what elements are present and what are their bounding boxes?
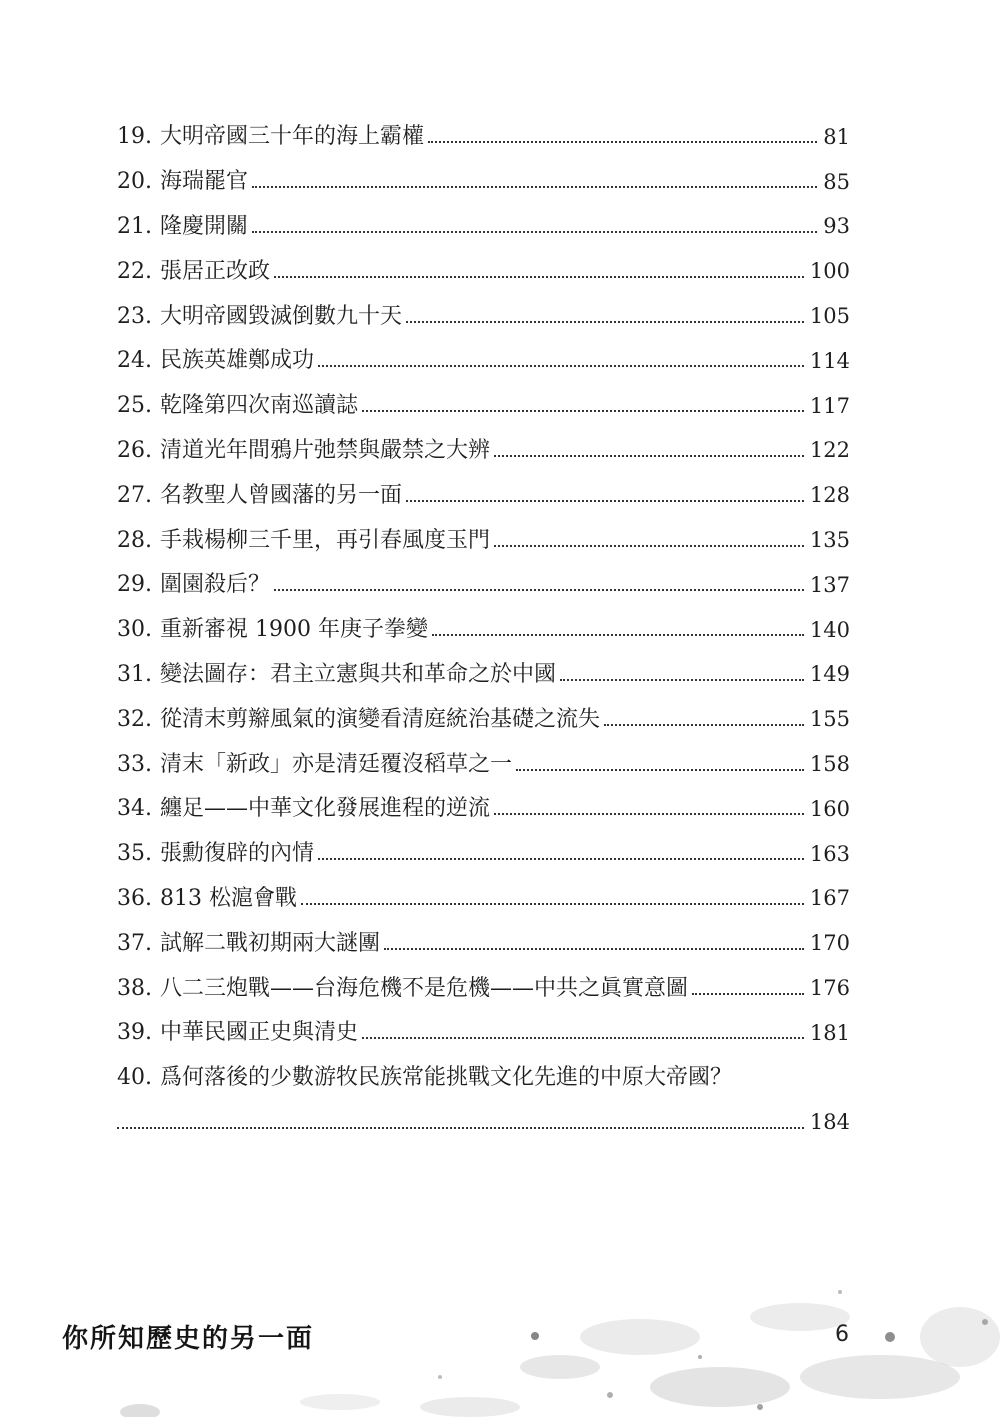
book-title: 你所知歷史的另一面 — [62, 1324, 315, 1354]
toc-entry-number: 24. — [117, 348, 152, 374]
toc-entry-page: 85 — [823, 169, 850, 194]
dot-leader — [362, 410, 804, 412]
dot-leader — [301, 903, 804, 905]
toc-entry-title: 中華民國正史與清史 — [160, 1020, 359, 1046]
toc-entry-page: 140 — [809, 617, 850, 642]
dot-leader — [318, 858, 804, 860]
toc-entry-page: 117 — [809, 393, 850, 418]
toc-entry — [117, 518, 850, 563]
toc-entry-number: 32. — [117, 706, 152, 732]
toc-entry-number: 20. — [117, 169, 152, 195]
dot-leader — [362, 1037, 804, 1039]
toc-entry-number: 23. — [117, 303, 152, 329]
dot-leader — [494, 545, 804, 547]
toc-entry-number: 29. — [117, 572, 152, 598]
toc-entry-title: 重新審視 1900 年庚子拳變 — [160, 617, 428, 643]
toc-entry-page: 155 — [809, 707, 850, 732]
dot-leader — [318, 365, 804, 367]
toc-entry-page: 93 — [823, 214, 850, 239]
toc-entry-page: 100 — [809, 259, 850, 284]
toc-entry-number: 36. — [117, 885, 152, 911]
dot-leader — [252, 231, 817, 233]
toc-entry-page: 81 — [823, 124, 850, 149]
toc-entry-page: 105 — [809, 304, 850, 329]
toc-entry-number: 30. — [117, 617, 152, 643]
toc-entry-title: 大明帝國毀滅倒數九十天 — [160, 303, 403, 329]
toc-entry — [117, 473, 850, 518]
toc-entry — [117, 608, 850, 653]
toc-entry-title: 隆慶開關 — [160, 213, 249, 239]
toc-entry-number: 26. — [117, 437, 152, 463]
toc-entry — [117, 966, 850, 1011]
toc-entry-title: 海瑞罷官 — [160, 169, 249, 195]
toc-entry — [117, 1011, 850, 1056]
toc-entry-number: 19. — [117, 124, 152, 150]
toc-entry-title: 八二三炮戰——台海危機不是危機——中共之眞實意圖 — [160, 975, 689, 1001]
dot-leader — [692, 993, 804, 995]
toc-entry — [117, 249, 850, 294]
toc-entry-page: 170 — [809, 931, 850, 956]
toc-entry-title: 813 松滬會戰 — [160, 885, 297, 911]
dot-leader — [384, 948, 804, 950]
toc-entry-title: 張勳復辟的內情 — [160, 841, 315, 867]
toc-entry-page: 122 — [809, 438, 850, 463]
toc-entry-page: 137 — [809, 572, 850, 597]
toc-entry — [117, 563, 850, 608]
toc-entry — [117, 115, 850, 160]
toc-entry-number: 40. — [117, 1065, 152, 1091]
dot-leader — [494, 813, 804, 815]
toc-entry — [117, 742, 850, 787]
toc-entry — [117, 1056, 850, 1101]
toc-entry — [117, 429, 850, 474]
toc-entry-number: 38. — [117, 975, 152, 1001]
toc-entry-title: 清道光年間鴉片弛禁與嚴禁之大辨 — [160, 437, 491, 463]
toc-entry — [117, 921, 850, 966]
dot-leader — [406, 500, 804, 502]
toc-entry-page: 184 — [809, 1110, 850, 1135]
dot-leader — [252, 186, 817, 188]
toc-entry-page: 135 — [809, 528, 850, 553]
toc-entry-number: 39. — [117, 1020, 152, 1046]
toc-entry-page: 160 — [809, 796, 850, 821]
toc-entry-number: 31. — [117, 661, 152, 687]
toc-entry-page: 128 — [809, 483, 850, 508]
dot-leader — [516, 769, 804, 771]
toc-entry-number: 25. — [117, 393, 152, 419]
toc-entry — [117, 787, 850, 832]
toc-entry — [117, 832, 850, 877]
toc-entry-title: 試解二戰初期兩大謎團 — [160, 930, 381, 956]
toc-entry-title: 爲何落後的少數游牧民族常能挑戰文化先進的中原大帝國？ — [160, 1065, 733, 1091]
dot-leader — [494, 455, 804, 457]
toc-entry-page: 149 — [809, 662, 850, 687]
toc-entry-number: 22. — [117, 258, 152, 284]
toc-entry — [117, 205, 850, 250]
toc-entry-number: 37. — [117, 930, 152, 956]
dot-leader — [432, 634, 804, 636]
dot-leader — [560, 679, 804, 681]
toc-entry — [117, 653, 850, 698]
toc-entry-page: 158 — [809, 752, 850, 777]
toc-entry-title: 大明帝國三十年的海上霸權 — [160, 124, 425, 150]
toc-entry-number: 35. — [117, 841, 152, 867]
toc-entry-continuation — [117, 1101, 850, 1146]
toc-entry-title: 手栽楊柳三千里，再引春風度玉門 — [160, 527, 491, 553]
page-number: 6 — [835, 1322, 849, 1347]
dot-leader — [604, 724, 804, 726]
toc-entry-title: 張居正改政 — [160, 258, 271, 284]
dot-leader — [117, 1127, 804, 1129]
toc-entry — [117, 160, 850, 205]
ink-splatter-decoration — [0, 1217, 1000, 1417]
toc-entry-title: 圍園殺后？ — [160, 572, 271, 598]
toc-entry-number: 33. — [117, 751, 152, 777]
toc-entry-title: 乾隆第四次南巡讀誌 — [160, 393, 359, 419]
toc-entry-page: 163 — [809, 841, 850, 866]
toc-entry-number: 21. — [117, 213, 152, 239]
toc-entry-page: 167 — [809, 886, 850, 911]
dot-leader — [274, 589, 804, 591]
toc-entry-number: 27. — [117, 482, 152, 508]
toc-entry-title: 名教聖人曾國藩的另一面 — [160, 482, 403, 508]
dot-leader — [406, 321, 804, 323]
toc-entry-number: 34. — [117, 796, 152, 822]
toc-entry — [117, 339, 850, 384]
dot-leader — [428, 141, 817, 143]
toc-entry-title: 清末「新政」亦是清廷覆沒稻草之一 — [160, 751, 513, 777]
toc-entry-page: 181 — [809, 1020, 850, 1045]
toc-entry-title: 從清末剪辮風氣的演變看清庭統治基礎之流失 — [160, 706, 601, 732]
toc-entry-number: 28. — [117, 527, 152, 553]
toc-entry-page: 114 — [809, 348, 850, 373]
toc-entry — [117, 697, 850, 742]
toc-entry — [117, 384, 850, 429]
toc-entry — [117, 294, 850, 339]
toc-entry-title: 民族英雄鄭成功 — [160, 348, 315, 374]
toc-entry-title: 纏足——中華文化發展進程的逆流 — [160, 796, 491, 822]
toc-entry — [117, 877, 850, 922]
toc-entry-title: 變法圖存：君主立憲與共和革命之於中國 — [160, 661, 557, 687]
toc-entry-page: 176 — [809, 976, 850, 1001]
dot-leader — [274, 276, 804, 278]
table-of-contents — [117, 115, 850, 1145]
